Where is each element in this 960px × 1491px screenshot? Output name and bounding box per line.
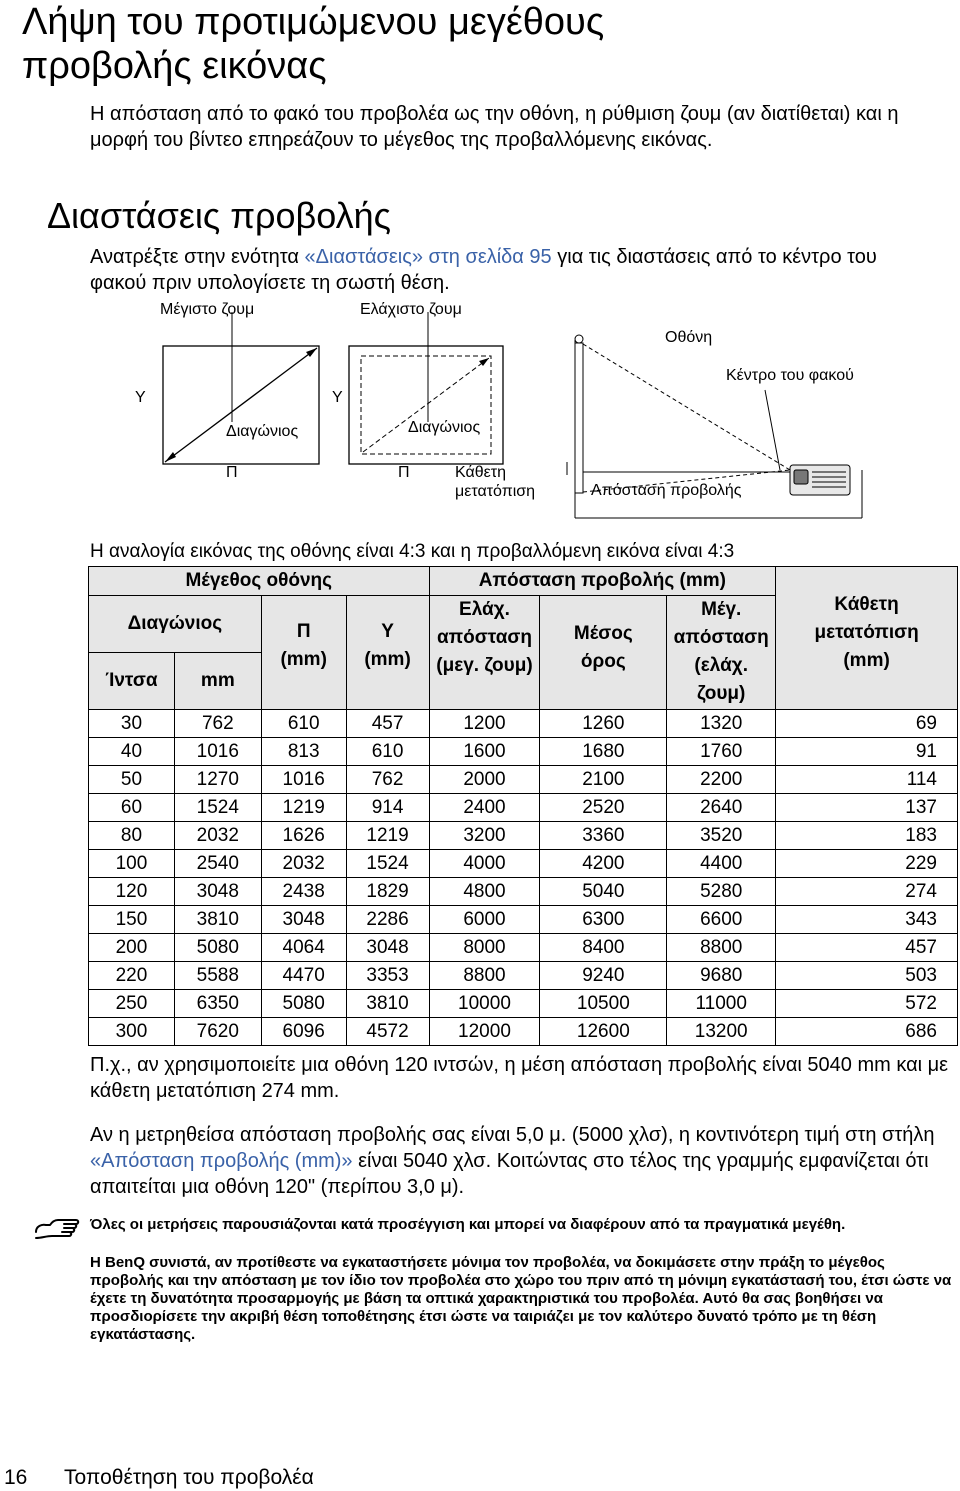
table-cell: 2520	[540, 794, 667, 822]
header-avg-2: όρος	[580, 651, 626, 672]
table-cell: 1680	[540, 738, 667, 766]
diagonal-label-min: Διαγώνιος	[408, 419, 481, 436]
vertical-offset-label-2: μετατόπιση	[455, 483, 536, 500]
table-cell: 6000	[429, 906, 540, 934]
table-cell: 6300	[540, 906, 667, 934]
table-cell: 8800	[667, 934, 776, 962]
header-avg-1: Μέσος	[573, 623, 633, 644]
table-cell: 4470	[261, 962, 346, 990]
table-cell: 60	[89, 794, 175, 822]
header-offset	[776, 567, 958, 710]
page-title	[22, 0, 604, 88]
section-paragraph	[90, 244, 930, 296]
table-cell: 4400	[667, 850, 776, 878]
table-cell: 610	[261, 710, 346, 738]
table-cell: 2100	[540, 766, 667, 794]
table-cell: 274	[776, 878, 958, 906]
table-cell: 250	[89, 990, 175, 1018]
table-caption: Η αναλογία εικόνας της οθόνης είναι 4:3 και η προβαλλόμενη εικόνα είναι 4:3	[90, 541, 735, 562]
measure-text-after: είναι 5040 χλσ. Κοιτώντας στο τέλος της γραμμής εμφανίζεται ότι απαιτείται μια οθόνη 120" (περίπου 3,0 μ).	[90, 1150, 929, 1198]
example-paragraph: Π.χ., αν χρησιμοποιείτε μια οθόνη 120 ιντσών, η μέση απόσταση προβολής είναι 5040 mm και με κάθετη μετατόπιση 274 mm.	[90, 1054, 949, 1102]
measure-text-before: Αν η μετρηθείσα απόσταση προβολής σας είναι 5,0 μ. (5000 χλσ), η κοντινότερη τιμή στη στήλη	[90, 1124, 935, 1146]
header-mm: mm	[174, 653, 261, 710]
table-cell: 2032	[174, 822, 261, 850]
table-cell: 2000	[429, 766, 540, 794]
table-row	[89, 766, 958, 794]
table-cell: 3200	[429, 822, 540, 850]
table-cell: 120	[89, 878, 175, 906]
table-cell: 762	[174, 710, 261, 738]
table-cell: 5040	[540, 878, 667, 906]
page-number: 16	[4, 1466, 28, 1489]
table-cell: 7620	[174, 1018, 261, 1046]
table-cell: 1219	[346, 822, 429, 850]
header-screen-size: Μέγεθος οθόνης	[89, 567, 430, 596]
table-cell: 610	[346, 738, 429, 766]
table-cell: 3810	[346, 990, 429, 1018]
table-cell: 2032	[261, 850, 346, 878]
header-inches: Ίντσα	[89, 653, 175, 710]
table-cell: 50	[89, 766, 175, 794]
header-offset-3: (mm)	[843, 650, 890, 671]
table-cell: 343	[776, 906, 958, 934]
table-cell: 150	[89, 906, 175, 934]
table-cell: 4572	[346, 1018, 429, 1046]
table-cell: 10500	[540, 990, 667, 1018]
header-offset-1: Κάθετη	[834, 594, 899, 615]
table-cell: 4200	[540, 850, 667, 878]
header-diagonal: Διαγώνιος	[89, 596, 262, 653]
min-zoom-label: Ελάχιστο ζουμ	[360, 301, 462, 318]
header-width	[261, 596, 346, 710]
table-cell: 3048	[261, 906, 346, 934]
table-cell: 3810	[174, 906, 261, 934]
table-cell: 2200	[667, 766, 776, 794]
table-cell: 80	[89, 822, 175, 850]
max-zoom-label: Μέγιστο ζουμ	[160, 301, 255, 318]
section-text-before: Ανατρέξτε στην ενότητα	[90, 246, 305, 268]
table-cell: 572	[776, 990, 958, 1018]
table-cell: 1016	[174, 738, 261, 766]
table-cell: 503	[776, 962, 958, 990]
width-label-max: Π	[226, 464, 238, 481]
table-cell: 8400	[540, 934, 667, 962]
screen-label: Οθόνη	[665, 329, 713, 346]
table-cell: 3048	[174, 878, 261, 906]
table-cell: 686	[776, 1018, 958, 1046]
table-cell: 11000	[667, 990, 776, 1018]
diagonal-label-max: Διαγώνιος	[226, 423, 299, 440]
table-cell: 40	[89, 738, 175, 766]
table-cell: 9680	[667, 962, 776, 990]
header-min-3: (μεγ. ζουμ)	[436, 655, 533, 676]
table-cell: 1626	[261, 822, 346, 850]
table-cell: 457	[346, 710, 429, 738]
table-cell: 1524	[346, 850, 429, 878]
header-max-2: απόσταση	[673, 627, 769, 648]
table-cell: 5080	[261, 990, 346, 1018]
table-row	[89, 710, 958, 738]
width-label-min: Π	[398, 464, 410, 481]
table-cell: 1829	[346, 878, 429, 906]
table-cell: 1600	[429, 738, 540, 766]
footer-section: Τοποθέτηση του προβολέα	[64, 1466, 314, 1489]
table-cell: 1219	[261, 794, 346, 822]
table-row	[89, 990, 958, 1018]
vertical-offset-label-1: Κάθετη	[455, 464, 506, 481]
header-max-1: Μέγ.	[701, 599, 742, 620]
header-h-2: (mm)	[364, 649, 411, 670]
table-row	[89, 962, 958, 990]
projection-table	[88, 566, 958, 1046]
table-cell: 5280	[667, 878, 776, 906]
header-distance: Απόσταση προβολής (mm)	[429, 567, 776, 596]
header-min-1: Ελάχ.	[459, 599, 510, 620]
table-cell: 100	[89, 850, 175, 878]
table-row	[89, 822, 958, 850]
table-row	[89, 934, 958, 962]
header-min-2: απόσταση	[436, 627, 533, 648]
table-row	[89, 878, 958, 906]
table-cell: 13200	[667, 1018, 776, 1046]
table-cell: 1524	[174, 794, 261, 822]
table-cell: 9240	[540, 962, 667, 990]
table-row	[89, 794, 958, 822]
table-cell: 914	[346, 794, 429, 822]
table-cell: 2400	[429, 794, 540, 822]
table-cell: 1320	[667, 710, 776, 738]
table-row	[89, 850, 958, 878]
distance-column-link[interactable]: «Απόσταση προβολής (mm)»	[90, 1150, 353, 1172]
header-max-distance	[667, 596, 776, 710]
table-cell: 3360	[540, 822, 667, 850]
table-cell: 200	[89, 934, 175, 962]
table-cell: 2640	[667, 794, 776, 822]
dimensions-link[interactable]: «Διαστάσεις» στη σελίδα 95	[304, 246, 552, 268]
table-cell: 12600	[540, 1018, 667, 1046]
table-row	[89, 738, 958, 766]
table-cell: 1016	[261, 766, 346, 794]
table-cell: 2438	[261, 878, 346, 906]
table-cell: 10000	[429, 990, 540, 1018]
header-w-2: (mm)	[280, 649, 327, 670]
page-title-line2: προβολής εικόνας	[22, 45, 327, 87]
table-cell: 4000	[429, 850, 540, 878]
table-cell: 4064	[261, 934, 346, 962]
table-cell: 4800	[429, 878, 540, 906]
table-cell: 1200	[429, 710, 540, 738]
table-cell: 114	[776, 766, 958, 794]
table-cell: 8000	[429, 934, 540, 962]
table-cell: 91	[776, 738, 958, 766]
table-cell: 1260	[540, 710, 667, 738]
projection-distance-label: Απόσταση προβολής	[591, 482, 742, 499]
header-min-distance	[429, 596, 540, 710]
table-cell: 183	[776, 822, 958, 850]
table-body	[89, 710, 958, 1046]
table-cell: 300	[89, 1018, 175, 1046]
table-cell: 69	[776, 710, 958, 738]
table-cell: 2540	[174, 850, 261, 878]
height-label-min: Υ	[332, 389, 343, 406]
table-cell: 137	[776, 794, 958, 822]
note-1: Όλες οι μετρήσεις παρουσιάζονται κατά προσέγγιση και μπορεί να διαφέρουν από τα πραγματικά μεγέθη.	[90, 1216, 846, 1233]
header-height	[346, 596, 429, 710]
header-h-1: Υ	[381, 621, 394, 642]
projection-diagram	[0, 290, 960, 530]
table-cell: 5588	[174, 962, 261, 990]
table-row	[89, 906, 958, 934]
measure-paragraph	[90, 1122, 950, 1200]
lens-center-label: Κέντρο του φακού	[726, 367, 854, 384]
header-average	[540, 596, 667, 710]
table-cell: 6600	[667, 906, 776, 934]
table-cell: 813	[261, 738, 346, 766]
note-2: Η BenQ συνιστά, αν προτίθεστε να εγκαταστήσετε μόνιμα τον προβολέα, να δοκιμάσετε στην πράξη το μέγεθος προβολής και την απόσταση με τον ίδιο τον προβολέα στο χώρο του πριν από τη μόνιμη εγκατάστασή του, έτσι ώστε να έχετε τη δυνατότητα προσαρμογής με βάση τα οπτικά χαρακτηριστικά του προβολέα. Αυτό θα σας βοηθήσει να προσδιορίσετε την ακριβή θέση τοποθέτησης έτσι ώστε να ταιριάζει με τον καλύτερο δυνατό τρόπο με τη θέση εγκατάστασης.	[90, 1254, 952, 1343]
table-row	[89, 1018, 958, 1046]
header-offset-2: μετατόπιση	[814, 622, 919, 643]
header-w-1: Π	[296, 621, 311, 642]
table-cell: 1760	[667, 738, 776, 766]
table-cell: 8800	[429, 962, 540, 990]
table-cell: 3353	[346, 962, 429, 990]
header-max-3: (ελάχ.	[694, 655, 748, 676]
table-cell: 3520	[667, 822, 776, 850]
intro-paragraph: Η απόσταση από το φακό του προβολέα ως την οθόνη, η ρύθμιση ζουμ (αν διατίθεται) και η μορφή του βίντεο επηρεάζουν το μέγεθος της προβαλλόμενης εικόνας.	[90, 103, 899, 151]
height-label-max: Υ	[135, 389, 146, 406]
table-cell: 30	[89, 710, 175, 738]
table-cell: 12000	[429, 1018, 540, 1046]
table-cell: 1270	[174, 766, 261, 794]
table-cell: 2286	[346, 906, 429, 934]
table-cell: 229	[776, 850, 958, 878]
table-cell: 5080	[174, 934, 261, 962]
table-cell: 762	[346, 766, 429, 794]
section-title: Διαστάσεις προβολής	[47, 195, 391, 236]
table-cell: 457	[776, 934, 958, 962]
note-hand-icon	[34, 1212, 80, 1246]
section-text-after: για τις διαστάσεις από το κέντρο του φακού πριν υπολογίσετε τη σωστή θέση.	[90, 246, 877, 294]
page-title-line1: Λήψη του προτιμώμενου μεγέθους	[22, 1, 605, 43]
header-max-4: ζουμ)	[697, 683, 746, 704]
table-cell: 3048	[346, 934, 429, 962]
table-cell: 6096	[261, 1018, 346, 1046]
table-cell: 220	[89, 962, 175, 990]
table-cell: 6350	[174, 990, 261, 1018]
